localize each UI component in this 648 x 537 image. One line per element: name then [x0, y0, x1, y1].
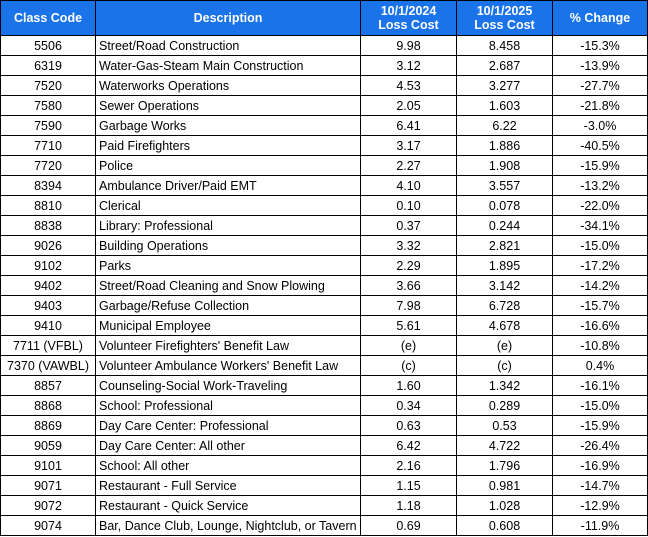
- cell-loss-cost-2024: 3.66: [361, 276, 457, 296]
- cell-loss-cost-2025: 6.728: [457, 296, 553, 316]
- cell-description: Street/Road Cleaning and Snow Plowing: [96, 276, 361, 296]
- table-row: [1, 296, 648, 316]
- header-loss-cost-2024-label: Loss Cost: [378, 18, 439, 32]
- cell-class-code: 7720: [1, 156, 96, 176]
- cell-pct-change: -27.7%: [553, 76, 648, 96]
- cell-loss-cost-2025: 0.608: [457, 516, 553, 536]
- cell-loss-cost-2024: 0.63: [361, 416, 457, 436]
- cell-description: Library: Professional: [96, 216, 361, 236]
- cell-description: Day Care Center: All other: [96, 436, 361, 456]
- cell-loss-cost-2024: 0.37: [361, 216, 457, 236]
- cell-class-code: 7590: [1, 116, 96, 136]
- cell-loss-cost-2025: 1.796: [457, 456, 553, 476]
- cell-pct-change: -15.0%: [553, 396, 648, 416]
- cell-class-code: 9410: [1, 316, 96, 336]
- cell-description: Waterworks Operations: [96, 76, 361, 96]
- cell-class-code: 5506: [1, 36, 96, 56]
- cell-loss-cost-2025: 1.028: [457, 496, 553, 516]
- table-row: [1, 436, 648, 456]
- cell-loss-cost-2025: 2.687: [457, 56, 553, 76]
- cell-pct-change: -15.0%: [553, 236, 648, 256]
- cell-loss-cost-2024: 3.32: [361, 236, 457, 256]
- cell-loss-cost-2024: (e): [361, 336, 457, 356]
- table-row: [1, 36, 648, 56]
- cell-loss-cost-2025: 0.981: [457, 476, 553, 496]
- cell-loss-cost-2024: 3.12: [361, 56, 457, 76]
- cell-loss-cost-2025: 6.22: [457, 116, 553, 136]
- table-row: [1, 196, 648, 216]
- cell-loss-cost-2025: 3.142: [457, 276, 553, 296]
- cell-class-code: 7580: [1, 96, 96, 116]
- cell-description: Day Care Center: Professional: [96, 416, 361, 436]
- cell-loss-cost-2025: (c): [457, 356, 553, 376]
- table-body: [1, 36, 648, 536]
- cell-loss-cost-2024: 3.17: [361, 136, 457, 156]
- cell-class-code: 8869: [1, 416, 96, 436]
- header-class-code: Class Code: [1, 1, 96, 36]
- table-row: [1, 376, 648, 396]
- cell-description: Volunteer Ambulance Workers' Benefit Law: [96, 356, 361, 376]
- cell-pct-change: -22.0%: [553, 196, 648, 216]
- cell-description: Clerical: [96, 196, 361, 216]
- cell-class-code: 8810: [1, 196, 96, 216]
- cell-loss-cost-2024: 2.29: [361, 256, 457, 276]
- table-row: [1, 316, 648, 336]
- cell-loss-cost-2025: 8.458: [457, 36, 553, 56]
- table-row: [1, 356, 648, 376]
- table-row: [1, 136, 648, 156]
- cell-loss-cost-2025: 0.289: [457, 396, 553, 416]
- cell-loss-cost-2025: 1.908: [457, 156, 553, 176]
- cell-class-code: 6319: [1, 56, 96, 76]
- cell-pct-change: -15.3%: [553, 36, 648, 56]
- cell-loss-cost-2024: 9.98: [361, 36, 457, 56]
- header-row: [1, 1, 648, 36]
- cell-loss-cost-2025: 3.277: [457, 76, 553, 96]
- cell-pct-change: -26.4%: [553, 436, 648, 456]
- cell-loss-cost-2024: 6.41: [361, 116, 457, 136]
- cell-class-code: 9071: [1, 476, 96, 496]
- cell-pct-change: -15.9%: [553, 156, 648, 176]
- cell-pct-change: -40.5%: [553, 136, 648, 156]
- cell-loss-cost-2024: 7.98: [361, 296, 457, 316]
- cell-loss-cost-2024: 0.69: [361, 516, 457, 536]
- cell-loss-cost-2024: 5.61: [361, 316, 457, 336]
- table-row: [1, 96, 648, 116]
- cell-class-code: 8857: [1, 376, 96, 396]
- cell-pct-change: -17.2%: [553, 256, 648, 276]
- cell-pct-change: -3.0%: [553, 116, 648, 136]
- header-loss-cost-2025-date: 10/1/2025: [476, 4, 533, 18]
- cell-loss-cost-2024: 1.15: [361, 476, 457, 496]
- cell-pct-change: -15.7%: [553, 296, 648, 316]
- cell-description: Ambulance Driver/Paid EMT: [96, 176, 361, 196]
- cell-pct-change: -15.9%: [553, 416, 648, 436]
- header-pct-change: % Change: [553, 1, 648, 36]
- cell-description: Paid Firefighters: [96, 136, 361, 156]
- cell-description: School: Professional: [96, 396, 361, 416]
- cell-pct-change: -14.7%: [553, 476, 648, 496]
- table-row: [1, 56, 648, 76]
- cell-class-code: 7520: [1, 76, 96, 96]
- cell-description: Volunteer Firefighters' Benefit Law: [96, 336, 361, 356]
- table-row: [1, 156, 648, 176]
- cell-description: Restaurant - Quick Service: [96, 496, 361, 516]
- cell-description: Garbage/Refuse Collection: [96, 296, 361, 316]
- cell-description: Counseling-Social Work-Traveling: [96, 376, 361, 396]
- cell-class-code: 8868: [1, 396, 96, 416]
- cell-loss-cost-2024: 0.34: [361, 396, 457, 416]
- cell-description: School: All other: [96, 456, 361, 476]
- cell-class-code: 7710: [1, 136, 96, 156]
- cell-description: Municipal Employee: [96, 316, 361, 336]
- cell-description: Garbage Works: [96, 116, 361, 136]
- cell-description: Bar, Dance Club, Lounge, Nightclub, or Tavern: [96, 516, 361, 536]
- cell-pct-change: -14.2%: [553, 276, 648, 296]
- cell-loss-cost-2024: 0.10: [361, 196, 457, 216]
- cell-loss-cost-2025: (e): [457, 336, 553, 356]
- table-row: [1, 336, 648, 356]
- cell-pct-change: -21.8%: [553, 96, 648, 116]
- cell-loss-cost-2024: 6.42: [361, 436, 457, 456]
- cell-loss-cost-2024: (c): [361, 356, 457, 376]
- table-row: [1, 456, 648, 476]
- cell-description: Water-Gas-Steam Main Construction: [96, 56, 361, 76]
- cell-loss-cost-2024: 2.16: [361, 456, 457, 476]
- cell-description: Building Operations: [96, 236, 361, 256]
- cell-loss-cost-2025: 3.557: [457, 176, 553, 196]
- cell-loss-cost-2025: 0.244: [457, 216, 553, 236]
- header-loss-cost-2025-label: Loss Cost: [474, 18, 535, 32]
- cell-loss-cost-2025: 4.678: [457, 316, 553, 336]
- cell-loss-cost-2024: 1.18: [361, 496, 457, 516]
- cell-pct-change: -34.1%: [553, 216, 648, 236]
- cell-class-code: 7370 (VAWBL): [1, 356, 96, 376]
- cell-description: Sewer Operations: [96, 96, 361, 116]
- cell-description: Police: [96, 156, 361, 176]
- table-row: [1, 516, 648, 536]
- table-row: [1, 276, 648, 296]
- cell-description: Parks: [96, 256, 361, 276]
- cell-class-code: 7711 (VFBL): [1, 336, 96, 356]
- cell-description: Restaurant - Full Service: [96, 476, 361, 496]
- table-row: [1, 116, 648, 136]
- cell-pct-change: -13.2%: [553, 176, 648, 196]
- cell-loss-cost-2025: 1.603: [457, 96, 553, 116]
- cell-description: Street/Road Construction: [96, 36, 361, 56]
- cell-pct-change: -16.6%: [553, 316, 648, 336]
- cell-loss-cost-2025: 2.821: [457, 236, 553, 256]
- header-loss-cost-2024: [361, 1, 457, 36]
- cell-class-code: 9074: [1, 516, 96, 536]
- cell-class-code: 9059: [1, 436, 96, 456]
- header-loss-cost-2025: [457, 1, 553, 36]
- table-row: [1, 396, 648, 416]
- table-row: [1, 176, 648, 196]
- table-row: [1, 236, 648, 256]
- cell-loss-cost-2024: 4.10: [361, 176, 457, 196]
- cell-loss-cost-2025: 1.342: [457, 376, 553, 396]
- table-row: [1, 496, 648, 516]
- cell-pct-change: -10.8%: [553, 336, 648, 356]
- cell-class-code: 9026: [1, 236, 96, 256]
- cell-loss-cost-2025: 4.722: [457, 436, 553, 456]
- cell-loss-cost-2024: 1.60: [361, 376, 457, 396]
- cell-loss-cost-2025: 0.53: [457, 416, 553, 436]
- cell-pct-change: -13.9%: [553, 56, 648, 76]
- table-row: [1, 416, 648, 436]
- cell-pct-change: -16.9%: [553, 456, 648, 476]
- cell-loss-cost-2025: 1.895: [457, 256, 553, 276]
- cell-pct-change: -16.1%: [553, 376, 648, 396]
- cell-pct-change: -12.9%: [553, 496, 648, 516]
- cell-loss-cost-2025: 1.886: [457, 136, 553, 156]
- header-description: Description: [96, 1, 361, 36]
- cell-pct-change: 0.4%: [553, 356, 648, 376]
- header-loss-cost-2024-date: 10/1/2024: [380, 4, 437, 18]
- table-row: [1, 216, 648, 236]
- cell-class-code: 8394: [1, 176, 96, 196]
- cell-loss-cost-2024: 4.53: [361, 76, 457, 96]
- table-row: [1, 76, 648, 96]
- cell-class-code: 8838: [1, 216, 96, 236]
- cell-class-code: 9402: [1, 276, 96, 296]
- cell-class-code: 9101: [1, 456, 96, 476]
- table-row: [1, 256, 648, 276]
- cell-loss-cost-2024: 2.05: [361, 96, 457, 116]
- cell-pct-change: -11.9%: [553, 516, 648, 536]
- cell-loss-cost-2025: 0.078: [457, 196, 553, 216]
- cell-class-code: 9403: [1, 296, 96, 316]
- table-row: [1, 476, 648, 496]
- cell-loss-cost-2024: 2.27: [361, 156, 457, 176]
- cell-class-code: 9102: [1, 256, 96, 276]
- cell-class-code: 9072: [1, 496, 96, 516]
